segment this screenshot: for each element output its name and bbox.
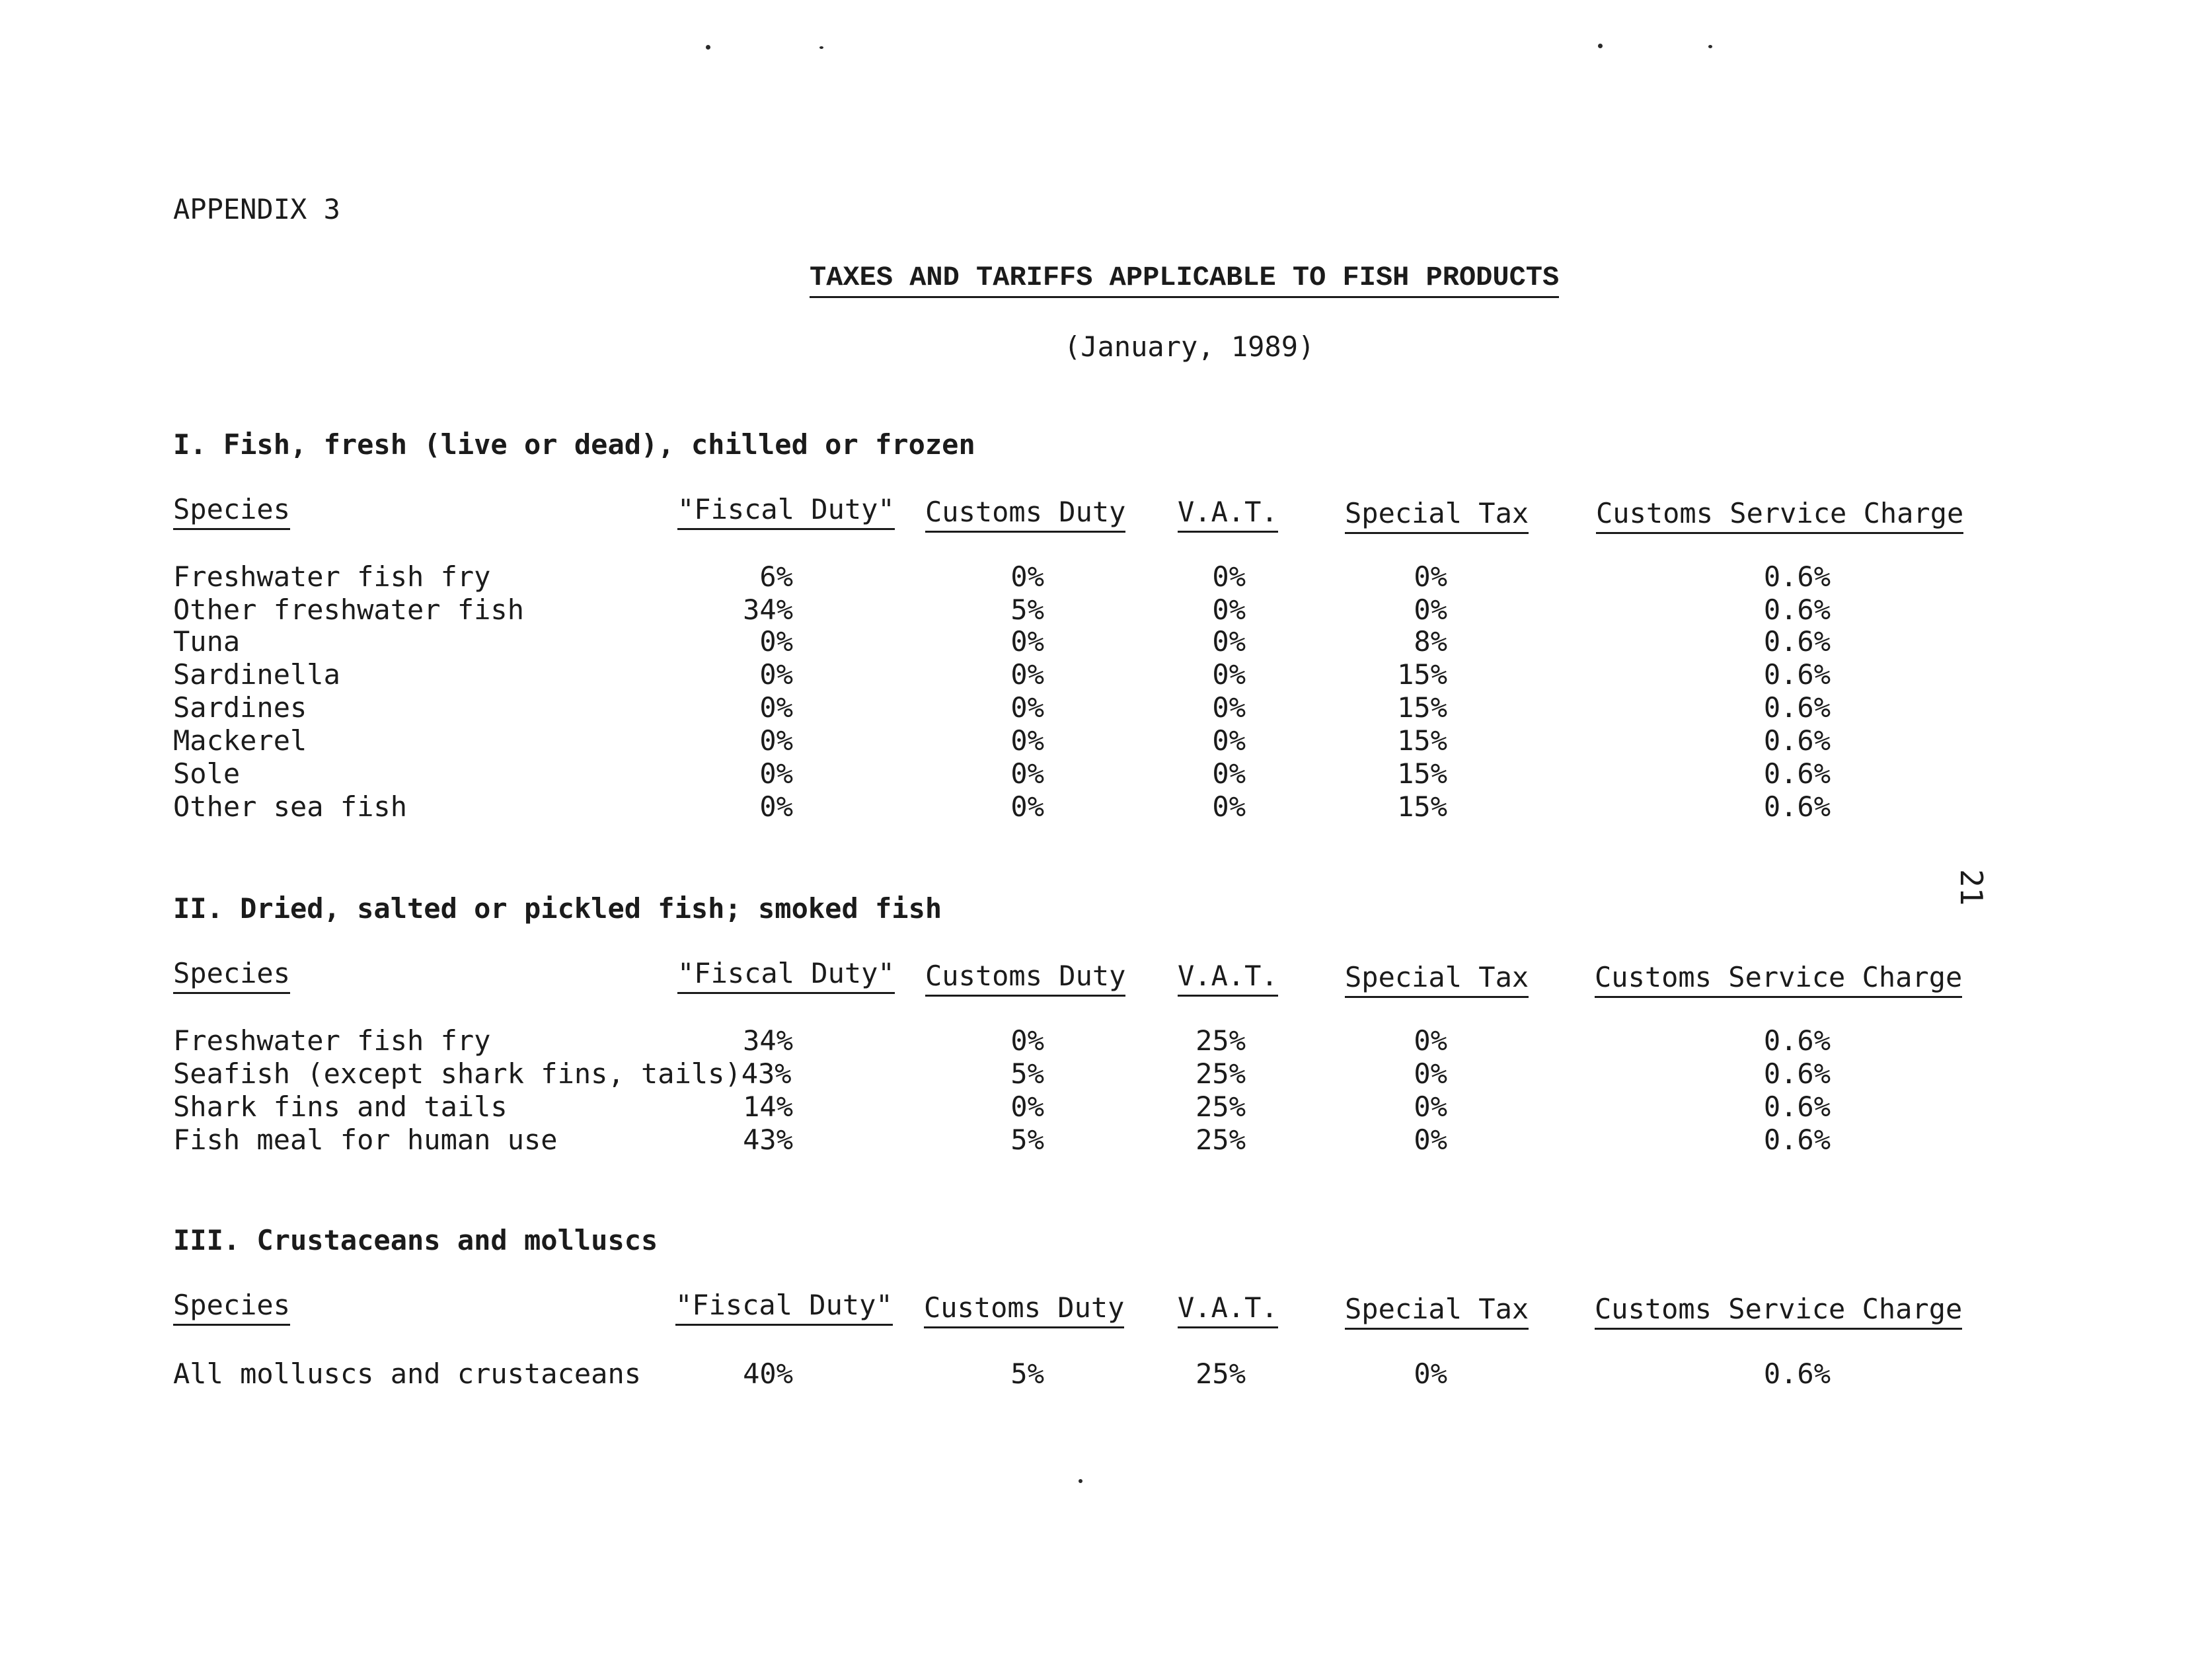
table-cell-customs: 5%	[1010, 593, 1044, 626]
table-cell-vat: 25%	[1195, 1024, 1246, 1057]
table-cell-vat: 0%	[1212, 658, 1246, 691]
appendix-label: APPENDIX 3	[173, 193, 340, 225]
table-cell-special: 0%	[1414, 1057, 1447, 1090]
col-customs-duty: Customs Duty	[924, 1291, 1124, 1328]
table-cell-species: Other freshwater fish	[173, 593, 525, 626]
table-cell-vat: 25%	[1195, 1357, 1246, 1390]
table-cell-species: Sardines	[173, 691, 307, 724]
table-cell-special: 0%	[1414, 1357, 1447, 1390]
table-cell-special: 0%	[1414, 1124, 1447, 1156]
table-cell-customs: 5%	[1010, 1124, 1044, 1156]
table-cell-fiscal: 0%	[759, 658, 793, 691]
table-cell-fiscal: 40%	[743, 1357, 793, 1390]
col-special-tax: Special Tax	[1345, 1293, 1529, 1330]
scan-speck	[1079, 1479, 1082, 1483]
table-cell-vat: 0%	[1212, 593, 1246, 626]
scan-speck	[706, 45, 710, 50]
table-cell-customs: 0%	[1010, 658, 1044, 691]
table-cell-species: All molluscs and crustaceans	[173, 1357, 642, 1390]
table-cell-species: Seafish (except shark fins, tails)43%	[173, 1057, 792, 1090]
table-cell-vat: 0%	[1212, 691, 1246, 724]
table-cell-customs: 0%	[1010, 1090, 1044, 1123]
col-species: Species	[173, 1289, 290, 1326]
table-cell-fiscal: 43%	[741, 1057, 792, 1090]
table-cell-customs: 0%	[1010, 691, 1044, 724]
scan-speck	[1598, 44, 1603, 48]
section-heading-2: II. Dried, salted or pickled fish; smoked fish	[173, 892, 942, 925]
table-cell-species: Sole	[173, 757, 241, 790]
col-customs-service-charge: Customs Service Charge	[1596, 497, 1963, 534]
table-cell-fiscal: 34%	[743, 1024, 793, 1057]
table-cell-species: Freshwater fish fry	[173, 560, 491, 593]
table-cell-fiscal: 0%	[759, 724, 793, 757]
table-cell-species: Tuna	[173, 625, 241, 658]
date-subtitle: (January, 1989)	[1064, 330, 1315, 363]
col-customs-duty: Customs Duty	[925, 960, 1125, 997]
section-heading-3: III. Crustaceans and molluscs	[173, 1224, 658, 1256]
col-vat: V.A.T.	[1178, 960, 1278, 997]
table-cell-fiscal: 0%	[759, 757, 793, 790]
scan-speck	[1708, 45, 1712, 48]
col-special-tax: Special Tax	[1345, 961, 1529, 998]
table-cell-customs: 0%	[1010, 790, 1044, 823]
table-cell-customs: 0%	[1010, 625, 1044, 658]
table-cell-service: 0.6%	[1763, 560, 1831, 593]
table-cell-service: 0.6%	[1763, 658, 1831, 691]
col-vat: V.A.T.	[1178, 1291, 1278, 1328]
table-cell-species: Mackerel	[173, 724, 307, 757]
col-fiscal-duty: "Fiscal Duty"	[675, 1289, 893, 1326]
table-cell-vat: 0%	[1212, 560, 1246, 593]
table-cell-fiscal: 14%	[743, 1090, 793, 1123]
table-cell-service: 0.6%	[1763, 593, 1831, 626]
table-cell-special: 0%	[1414, 593, 1447, 626]
table-cell-customs: 0%	[1010, 1024, 1044, 1057]
table-cell-vat: 25%	[1195, 1124, 1246, 1156]
table-cell-special: 15%	[1397, 790, 1447, 823]
page-title: TAXES AND TARIFFS APPLICABLE TO FISH PRODUCTS	[810, 262, 1559, 298]
col-fiscal-duty: "Fiscal Duty"	[677, 493, 895, 530]
scan-speck	[819, 46, 823, 49]
table-cell-special: 15%	[1397, 757, 1447, 790]
table-cell-fiscal: 0%	[759, 790, 793, 823]
table-cell-customs: 0%	[1010, 757, 1044, 790]
table-cell-special: 8%	[1414, 625, 1447, 658]
table-cell-fiscal: 0%	[759, 691, 793, 724]
section-heading-1: I. Fish, fresh (live or dead), chilled or frozen	[173, 428, 975, 461]
col-customs-duty: Customs Duty	[925, 496, 1125, 533]
table-cell-special: 0%	[1414, 1024, 1447, 1057]
table-cell-special: 15%	[1397, 658, 1447, 691]
table-cell-service: 0.6%	[1763, 625, 1831, 658]
table-cell-species: Shark fins and tails	[173, 1090, 508, 1123]
table-cell-fiscal: 34%	[743, 593, 793, 626]
table-cell-vat: 25%	[1195, 1090, 1246, 1123]
table-cell-special: 0%	[1414, 1090, 1447, 1123]
table-cell-customs: 0%	[1010, 724, 1044, 757]
table-cell-service: 0.6%	[1763, 691, 1831, 724]
table-cell-customs: 0%	[1010, 560, 1044, 593]
table-cell-service: 0.6%	[1763, 1057, 1831, 1090]
col-special-tax: Special Tax	[1345, 497, 1529, 534]
table-cell-fiscal: 6%	[759, 560, 793, 593]
col-vat: V.A.T.	[1178, 496, 1278, 533]
table-cell-vat: 0%	[1212, 757, 1246, 790]
col-customs-service-charge: Customs Service Charge	[1595, 1293, 1962, 1330]
table-cell-service: 0.6%	[1763, 790, 1831, 823]
table-cell-special: 0%	[1414, 560, 1447, 593]
table-cell-service: 0.6%	[1763, 757, 1831, 790]
page-number: 21	[1953, 869, 1989, 906]
table-cell-fiscal: 0%	[759, 625, 793, 658]
table-cell-vat: 25%	[1195, 1057, 1246, 1090]
table-cell-service: 0.6%	[1763, 1357, 1831, 1390]
table-cell-special: 15%	[1397, 724, 1447, 757]
table-cell-species: Freshwater fish fry	[173, 1024, 491, 1057]
table-cell-special: 15%	[1397, 691, 1447, 724]
table-cell-customs: 5%	[1010, 1057, 1044, 1090]
table-cell-service: 0.6%	[1763, 1024, 1831, 1057]
table-cell-service: 0.6%	[1763, 1090, 1831, 1123]
table-cell-service: 0.6%	[1763, 724, 1831, 757]
table-cell-species: Other sea fish	[173, 790, 408, 823]
table-cell-service: 0.6%	[1763, 1124, 1831, 1156]
table-cell-vat: 0%	[1212, 790, 1246, 823]
table-cell-customs: 5%	[1010, 1357, 1044, 1390]
col-species: Species	[173, 957, 290, 994]
col-fiscal-duty: "Fiscal Duty"	[677, 957, 895, 994]
table-cell-vat: 0%	[1212, 625, 1246, 658]
table-cell-fiscal: 43%	[743, 1124, 793, 1156]
col-species: Species	[173, 493, 290, 530]
table-cell-vat: 0%	[1212, 724, 1246, 757]
col-customs-service-charge: Customs Service Charge	[1595, 961, 1962, 998]
table-cell-species: Sardinella	[173, 658, 340, 691]
table-cell-species: Fish meal for human use	[173, 1124, 558, 1156]
